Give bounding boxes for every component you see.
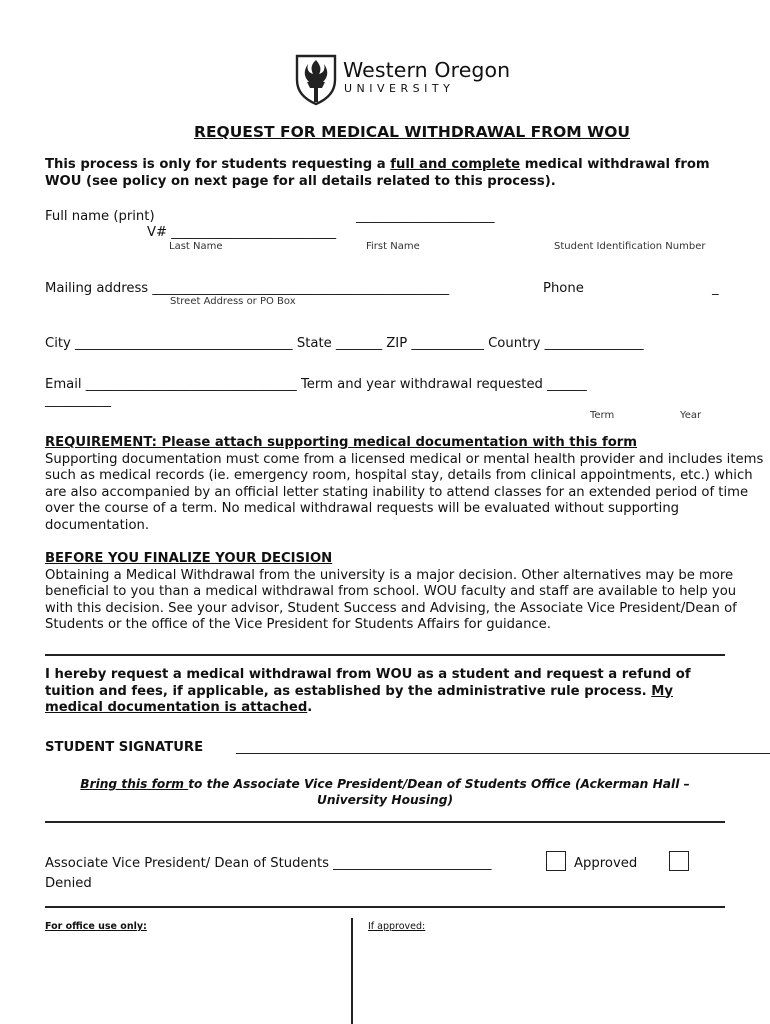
divider bbox=[45, 821, 725, 823]
term-caption: Term bbox=[590, 410, 615, 421]
first-name-caption: First Name bbox=[366, 241, 420, 252]
requirement-body: Supporting documentation must come from a licensed medical or mental health provider and includes items such as medical records (ie. emergency room, hospital stay, details from clinical appointments, etc.) which are also accompanied by an official letter stating inability to attend classes for an extended period of time over the course of a term. No medical withdrawal requests will be evaluated without supporting documentation. bbox=[45, 451, 764, 533]
intro-text: This process is only for students requesting a full and complete medical withdrawal from WOU (see policy on next page for all details related to this process). bbox=[45, 157, 710, 189]
approved-label: Approved bbox=[574, 856, 638, 871]
logo-subtitle: UNIVERSITY bbox=[344, 82, 455, 95]
phone-label: Phone bbox=[543, 281, 584, 296]
signature-label: STUDENT SIGNATURE bbox=[45, 740, 204, 755]
last-name-caption: Last Name bbox=[169, 241, 223, 252]
torch-shield-icon bbox=[293, 50, 339, 106]
vnumber-field[interactable]: V# _________________________ bbox=[147, 225, 337, 240]
full-name-line[interactable]: _____________________ bbox=[356, 209, 495, 224]
full-name-label: Full name (print) bbox=[45, 209, 155, 224]
city-state-zip-country-fields[interactable]: City _________________________________ State _______ ZIP ___________ Country _______________ bbox=[45, 336, 644, 351]
email-term-fields[interactable]: Email ________________________________ Term and year withdrawal requested ______ bbox=[45, 377, 587, 392]
denied-label: Denied bbox=[45, 876, 92, 891]
before-heading: BEFORE YOU FINALIZE YOUR DECISION bbox=[45, 551, 333, 566]
office-divider bbox=[351, 918, 353, 1024]
year-caption: Year bbox=[680, 410, 702, 421]
phone-field[interactable]: _ bbox=[712, 281, 719, 296]
email-continuation-line[interactable]: __________ bbox=[45, 393, 111, 408]
office-use-label: For office use only: bbox=[45, 921, 147, 932]
mailing-address-field[interactable]: Mailing address _____________________________________________ bbox=[45, 281, 450, 296]
approved-checkbox[interactable] bbox=[546, 851, 566, 871]
logo-name: Western Oregon bbox=[343, 58, 511, 82]
if-approved-label: If approved: bbox=[368, 921, 426, 932]
requirement-heading: REQUIREMENT: Please attach supporting medical documentation with this form bbox=[45, 435, 638, 450]
student-id-caption: Student Identification Number bbox=[554, 241, 706, 252]
divider bbox=[45, 906, 725, 908]
before-body: Obtaining a Medical Withdrawal from the university is a major decision. Other alternatives may be more beneficial to you than a medical withdrawal from school. WOU faculty and staff are available to help you with this decision. See your advisor, Student Success and Advising, the Associate Vice President/Dean of Students or the office of the Vice President for Students Affairs for guidance. bbox=[45, 567, 737, 632]
street-caption: Street Address or PO Box bbox=[170, 296, 296, 307]
page-title: REQUEST FOR MEDICAL WITHDRAWAL FROM WOU bbox=[194, 123, 630, 141]
divider bbox=[45, 654, 725, 656]
denied-checkbox[interactable] bbox=[669, 851, 689, 871]
signature-line[interactable] bbox=[236, 753, 770, 754]
request-statement: I hereby request a medical withdrawal from WOU as a student and request a refund of tuition and fees, if applicable, as established by the administrative rule process. My medical documentation is attached. bbox=[45, 667, 691, 715]
before-section bbox=[45, 551, 745, 634]
requirement-section bbox=[45, 435, 765, 534]
dean-signature-field[interactable]: Associate Vice President/ Dean of Students ________________________ bbox=[45, 856, 492, 871]
bring-form-note: Bring this form to the Associate Vice President/Dean of Students Office (Ackerman Hall – University Housing) bbox=[80, 777, 690, 807]
